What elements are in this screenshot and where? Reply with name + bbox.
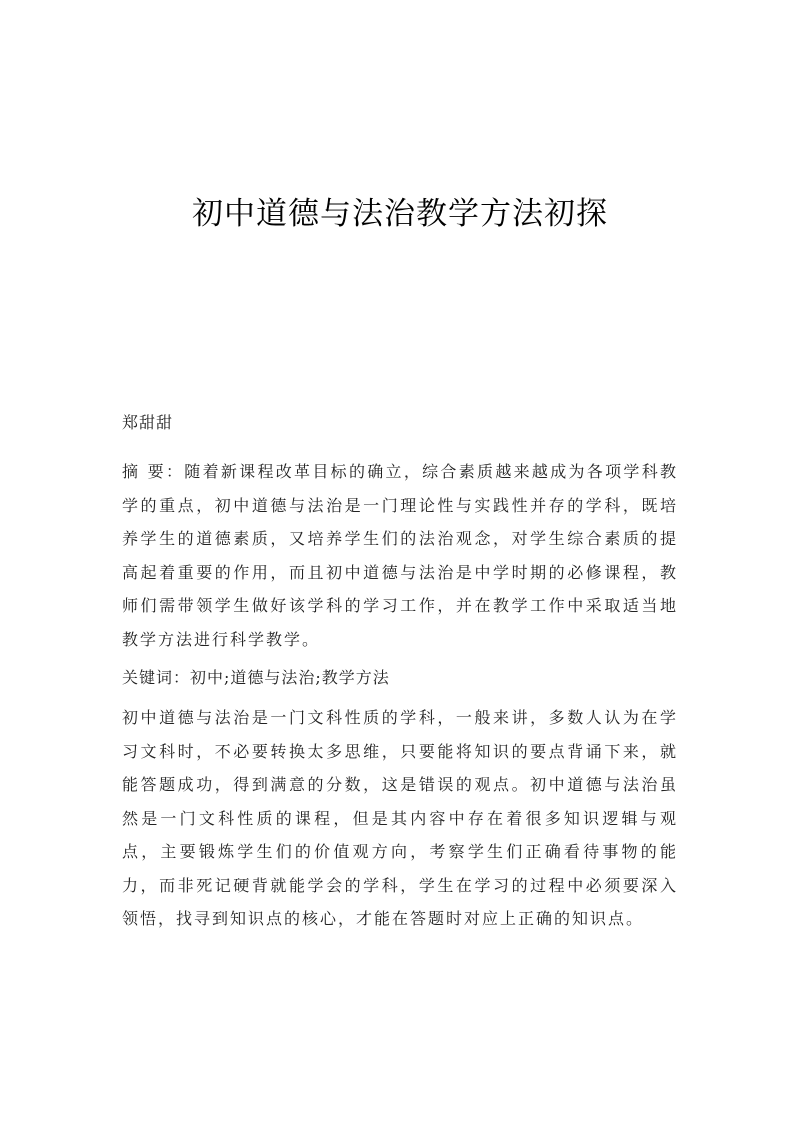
abstract-paragraph — [122, 455, 678, 656]
keywords-line — [122, 663, 678, 693]
abstract-label: 摘 要： — [122, 462, 185, 481]
keywords-text: 初中;道德与法治;教学方法 — [190, 668, 390, 687]
keywords-label: 关键词： — [122, 668, 191, 687]
document-body — [122, 408, 678, 943]
author-name: 郑甜甜 — [122, 413, 174, 432]
abstract-text: 随着新课程改革目标的确立，综合素质越来越成为各项学科教学的重点，初中道德与法治是一门理论性与实践性并存的学科，既培养学生的道德素质，又培养学生们的法治观念，对学生综合素质的提高起着重要的作用，而且初中道德与法治是中学时期的必修课程，教师们需带领学生做好该学科的学习工作，并在教学工作中采取适当地教学方法进行科学教学。 — [122, 462, 678, 649]
body-paragraph: 初中道德与法治是一门文科性质的学科，一般来讲，多数人认为在学习文科时，不必要转换太多思维，只要能将知识的要点背诵下来，就能答题成功，得到满意的分数，这是错误的观点。初中道德与法治虽然是一门文科性质的课程，但是其内容中存在着很多知识逻辑与观点，主要锻炼学生们的价值观方向，考察学生们正确看待事物的能力，而非死记硬背就能学会的学科，学生在学习的过程中必须要深入领悟，找寻到知识点的核心，才能在答题时对应上正确的知识点。 — [122, 708, 678, 928]
document-title: 初中道德与法治教学方法初探 — [192, 196, 608, 232]
